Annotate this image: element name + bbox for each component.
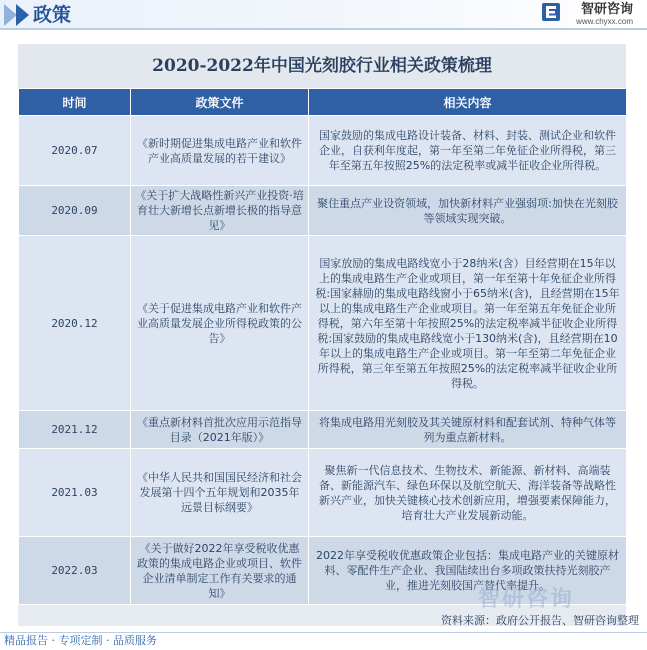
table-title: 2020-2022年中国光刻胶行业相关政策梳理 [18,44,626,88]
row-time: 2022.03 [19,537,131,605]
section-title: 政策 [33,4,72,26]
logo-name: 智研咨询 [580,2,633,17]
header-accent-line [0,28,647,30]
column-header-doc: 政策文件 [131,89,309,116]
row-time: 2020.09 [19,186,131,236]
table-row [19,411,627,449]
row-content: 聚住重点产业设资领域，加快新材料产业强弱项:加快在光刻胶等领域实现突破。 [309,186,627,236]
table-row [19,186,627,236]
row-doc: 《关于扩大战略性新兴产业投资·培育壮大新增长点新增长极的指导意见》 [131,186,309,236]
row-content: 将集成电路用光刻胶及其关键原材料和配套试剂、特种气体等列为重点新材料。 [309,411,627,449]
row-doc: 《新时期促进集成电路产业和软件产业高质量发展的若干建议》 [131,116,309,186]
row-time: 2020.07 [19,116,131,186]
row-content: 国家鼓励的集成电路设计装备、材料、封装、测试企业和软件企业，自获利年度起，第一年至第二年免征企业所得税，第三年至第五年按照25%的法定税率或减半征收企业所得税。 [309,116,627,186]
page-header [0,0,647,30]
row-time: 2021.03 [19,449,131,537]
row-content: 2022年享受税收优惠政策企业包括：集成电路产业的关键原材料、零配件生产企业、我国陆续出台多项政策扶持光刻胶产业，推进光刻胶国产替代率提升。 [309,537,627,605]
footer-slogan: 精品报告 · 专项定制 · 品质服务 [4,634,157,647]
table-row [19,449,627,537]
row-doc: 《关于促进集成电路产业和软件产业高质量发展企业所得税政策的公告》 [131,236,309,411]
chevron-dark-icon [16,4,29,26]
column-header-time: 时间 [19,89,131,116]
logo-url: www.chyxx.com [576,17,633,26]
row-content: 聚焦新一代信息技术、生物技术、新能源、新材料、高端装备、新能源汽车、绿色环保以及航空航天、海洋装备等战略性新兴产业，加快关键核心技术创新应用，增强要素保障能力，培育壮大产业发展新动能。 [309,449,627,537]
table-header-row [19,89,627,116]
row-doc: 《重点新材料首批次应用示范指导目录（2021年版）》 [131,411,309,449]
row-time: 2021.12 [19,411,131,449]
source-note: 资料来源：政府公开报告、智研咨询整理 [441,614,639,627]
watermark: 智研咨询 [478,587,575,612]
table-row [19,236,627,411]
row-doc: 《中华人民共和国国民经济和社会发展第十四个五年规划和2035年远景目标纲要》 [131,449,309,537]
row-content: 国家放励的集成电路线宽小于28纳米(含）目经营期在15年以上的集成电路生产企业或项目，第一年至第十年免征企业所得税:国家赫励的集成电路线窗小于65纳米(含)，且经营期在15年以上的集成电路生产企业或项目。第一年至第五年免征企业所得税，第六年至第十年按照25%的法定税率减半征收企业所得税:国家鼓励的集成电路线宽小于130纳米(含)，且经营期在10年以上的集成电路生产企业或项目。第一年至第二年免征企业所得税，第三年至第五年按照25%的法定税率减半征收企业所得税。 [309,236,627,411]
row-time: 2020.12 [19,236,131,411]
policy-table [18,88,627,605]
table-row [19,116,627,186]
row-doc: 《关于做好2022年享受税收优惠政策的集成电路企业或项目、软件企业清单制定工作有关要求的通知》 [131,537,309,605]
column-header-content: 相关内容 [309,89,627,116]
chyxx-logo-icon [541,2,561,22]
policy-table-panel [18,44,626,626]
